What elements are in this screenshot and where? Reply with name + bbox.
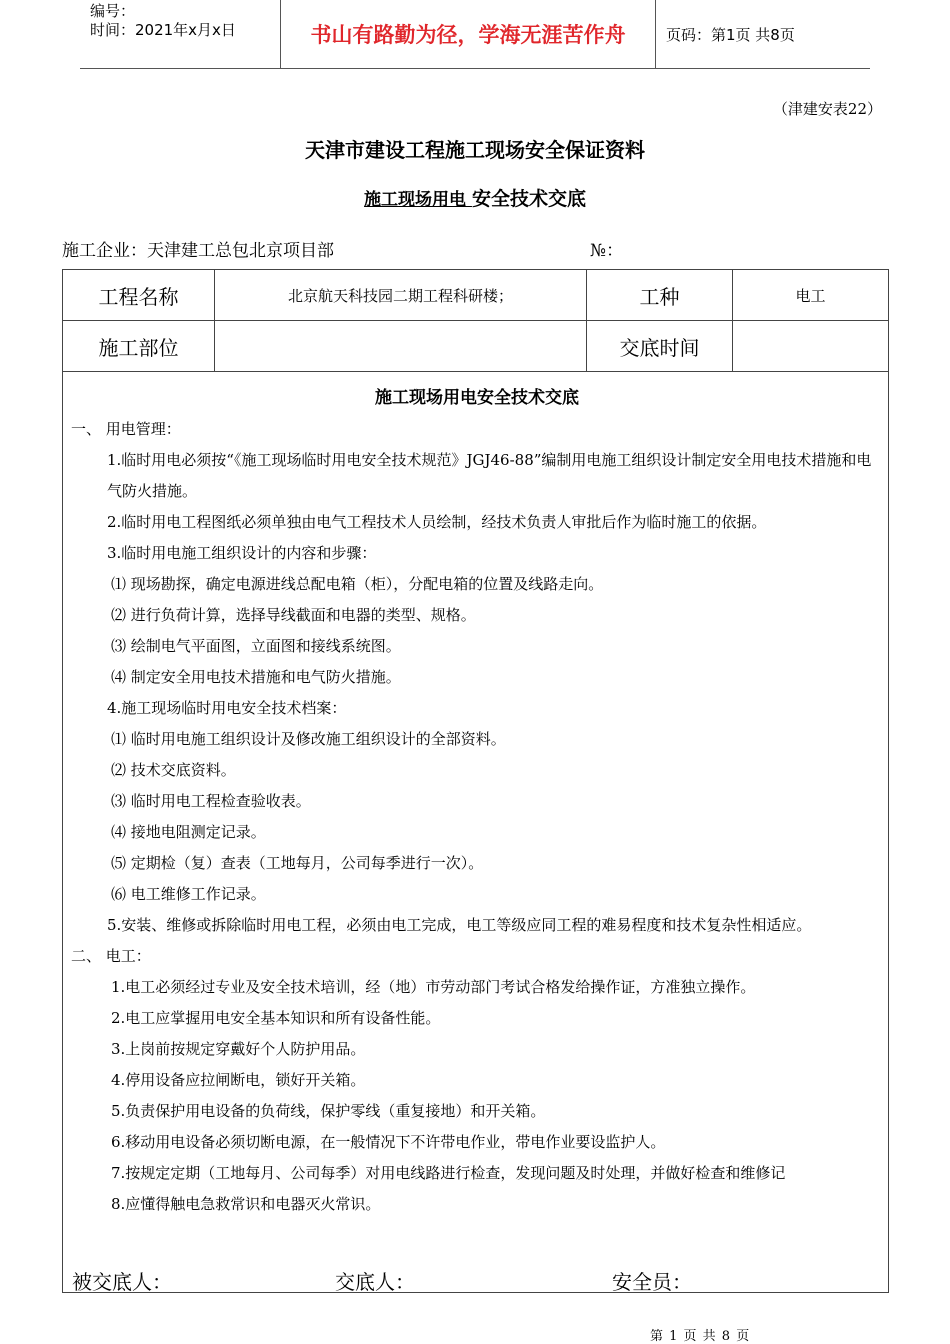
- list-item: ⑴ 临时用电施工组织设计及修改施工组织设计的全部资料。: [111, 730, 506, 748]
- trade-label: 工种: [587, 270, 733, 321]
- paragraph: 4.施工现场临时用电安全技术档案：: [107, 699, 347, 717]
- section-1-heading: 一、 用电管理：: [71, 420, 181, 438]
- paragraph: 8.应懂得触电急救常识和电器灭火常识。: [111, 1195, 381, 1213]
- receiver-signature: 被交底人：: [72, 1270, 172, 1294]
- list-item: ⑶ 绘制电气平面图，立面图和接线系统图。: [111, 637, 401, 655]
- trade-value: 电工: [733, 270, 889, 321]
- list-item: ⑴ 现场勘探，确定电源进线总配电箱（柜），分配电箱的位置及线路走向。: [111, 575, 604, 593]
- part-value: [215, 321, 587, 372]
- subtitle-rest: 安全技术交底: [471, 188, 586, 210]
- table-row: [63, 321, 889, 372]
- list-item: ⑶ 临时用电工程检查验收表。: [111, 792, 311, 810]
- project-value: 北京航天科技园二期工程科研楼；: [215, 270, 587, 321]
- header-motto: 书山有路勤为径，学海无涯苦作舟: [280, 0, 656, 68]
- time-label: 交底时间: [587, 321, 733, 372]
- paragraph: 3.临时用电施工组织设计的内容和步骤：: [107, 544, 377, 562]
- header-meta: [90, 2, 236, 40]
- header-page-info: 页码：第1页 共8页: [666, 26, 795, 44]
- header-number: 编号：: [90, 2, 136, 20]
- paragraph: 1.临时用电必须按“《施工现场临时用电安全技术规范》JGJ46-88”编制用电施工组织设计制定安全用电技术措施和电气防火措施。: [107, 451, 872, 500]
- table-row: [63, 270, 889, 321]
- paragraph: 2.临时用电工程图纸必须单独由电气工程技术人员绘制，经技术负责人审批后作为临时施工的依据。: [107, 513, 767, 531]
- info-table: [62, 269, 889, 372]
- list-item: ⑷ 接地电阻测定记录。: [111, 823, 266, 841]
- form-number: （津建安表22）: [772, 100, 882, 118]
- content-box: [62, 371, 889, 1293]
- paragraph: 7.按规定定期（工地每月、公司每季）对用电线路进行检查，发现问题及时处理，并做好检查和维修记: [111, 1164, 786, 1182]
- page-header: [80, 0, 870, 69]
- part-label: 施工部位: [63, 321, 215, 372]
- paragraph: 5.负责保护用电设备的负荷线，保护零线（重复接地）和开关箱。: [111, 1102, 546, 1120]
- time-value: [733, 321, 889, 372]
- content-heading: 施工现场用电安全技术交底: [375, 388, 579, 408]
- list-item: ⑵ 技术交底资料。: [111, 761, 236, 779]
- paragraph: 1.电工必须经过专业及安全技术培训，经（地）市劳动部门考试合格发给操作证，方准独立操作。: [111, 978, 756, 996]
- list-item: ⑵ 进行负荷计算，选择导线截面和电器的类型、规格。: [111, 606, 476, 624]
- document-subtitle: [0, 184, 950, 211]
- number-field: №：: [590, 241, 624, 261]
- content-text: [71, 383, 883, 1220]
- paragraph: 5.安装、维修或拆除临时用电工程，必须由电工完成，电工等级应同工程的难易程度和技术复杂性相适应。: [107, 916, 812, 934]
- list-item: ⑹ 电工维修工作记录。: [111, 885, 266, 903]
- paragraph: 4.停用设备应拉闸断电，锁好开关箱。: [111, 1071, 366, 1089]
- page-footer: 第 1 页 共 8 页: [650, 1329, 751, 1344]
- subtitle-topic: 施工现场用电: [364, 190, 472, 210]
- header-time: 时间：2021年x月x日: [90, 21, 236, 39]
- document-title: 天津市建设工程施工现场安全保证资料: [305, 138, 645, 162]
- project-label: 工程名称: [63, 270, 215, 321]
- paragraph: 2.电工应掌握用电安全基本知识和所有设备性能。: [111, 1009, 441, 1027]
- giver-signature: 交底人：: [335, 1270, 415, 1294]
- section-2-heading: 二、 电工：: [71, 947, 151, 965]
- paragraph: 6.移动用电设备必须切断电源，在一般情况下不许带电作业，带电作业要设监护人。: [111, 1133, 666, 1151]
- list-item: ⑷ 制定安全用电技术措施和电气防火措施。: [111, 668, 401, 686]
- paragraph: 3.上岗前按规定穿戴好个人防护用品。: [111, 1040, 366, 1058]
- company-line: 施工企业：天津建工总包北京项目部: [62, 241, 334, 261]
- list-item: ⑸ 定期检（复）查表（工地每月，公司每季进行一次）。: [111, 854, 484, 872]
- safety-officer-signature: 安全员：: [612, 1270, 692, 1294]
